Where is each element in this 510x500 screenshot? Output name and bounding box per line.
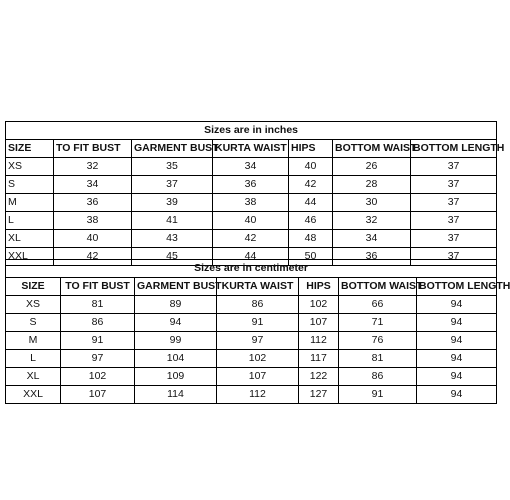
column-header: KURTA WAIST bbox=[217, 278, 299, 296]
table-cell: 104 bbox=[135, 350, 217, 368]
table-cell: 109 bbox=[135, 368, 217, 386]
table-cell: 28 bbox=[333, 176, 411, 194]
table-cell: 38 bbox=[54, 212, 132, 230]
table-cell: 117 bbox=[299, 350, 339, 368]
table-row bbox=[6, 368, 497, 386]
table-cell: 89 bbox=[135, 296, 217, 314]
table-cell: 102 bbox=[217, 350, 299, 368]
column-header: HIPS bbox=[299, 278, 339, 296]
table-cell: 34 bbox=[333, 230, 411, 248]
size-cell: L bbox=[6, 350, 61, 368]
column-header: HIPS bbox=[289, 140, 333, 158]
size-cell: L bbox=[6, 212, 54, 230]
size-cell: M bbox=[6, 332, 61, 350]
table-cell: 37 bbox=[132, 176, 213, 194]
table-cell: 45 bbox=[132, 248, 213, 266]
size-cell: S bbox=[6, 314, 61, 332]
table-cell: 76 bbox=[339, 332, 417, 350]
column-header: BOTTOM LENGTH bbox=[411, 140, 497, 158]
table-row bbox=[6, 212, 497, 230]
column-header: KURTA WAIST bbox=[213, 140, 289, 158]
table-cell: 81 bbox=[61, 296, 135, 314]
table-cell: 40 bbox=[54, 230, 132, 248]
table-cell: 94 bbox=[135, 314, 217, 332]
table-cell: 99 bbox=[135, 332, 217, 350]
column-header: BOTTOM LENGTH bbox=[417, 278, 497, 296]
column-header: GARMENT BUST bbox=[132, 140, 213, 158]
table-cell: 37 bbox=[411, 194, 497, 212]
table-cell: 97 bbox=[61, 350, 135, 368]
table-cell: 36 bbox=[213, 176, 289, 194]
table-row bbox=[6, 314, 497, 332]
size-cell: XL bbox=[6, 368, 61, 386]
table-row bbox=[6, 230, 497, 248]
size-cell: XXL bbox=[6, 248, 54, 266]
table-title: Sizes are in centimeter bbox=[6, 260, 497, 278]
table-header-row bbox=[6, 140, 497, 158]
table-cell: 32 bbox=[54, 158, 132, 176]
table-cell: 30 bbox=[333, 194, 411, 212]
table-cell: 40 bbox=[289, 158, 333, 176]
table-cell: 91 bbox=[217, 314, 299, 332]
table-row bbox=[6, 194, 497, 212]
table-cell: 35 bbox=[132, 158, 213, 176]
table-cell: 34 bbox=[54, 176, 132, 194]
table-cell: 41 bbox=[132, 212, 213, 230]
size-cell: XS bbox=[6, 158, 54, 176]
table-title-row bbox=[6, 260, 497, 278]
table-cell: 86 bbox=[61, 314, 135, 332]
table-cell: 36 bbox=[54, 194, 132, 212]
table-cell: 48 bbox=[289, 230, 333, 248]
table-cell: 94 bbox=[417, 296, 497, 314]
table-cell: 42 bbox=[289, 176, 333, 194]
table-row bbox=[6, 386, 497, 404]
table-cell: 40 bbox=[213, 212, 289, 230]
column-header: SIZE bbox=[6, 140, 54, 158]
table-title-row bbox=[6, 122, 497, 140]
table-header-row bbox=[6, 278, 497, 296]
table-cell: 107 bbox=[299, 314, 339, 332]
table-cell: 38 bbox=[213, 194, 289, 212]
table-cell: 42 bbox=[213, 230, 289, 248]
table-cell: 46 bbox=[289, 212, 333, 230]
size-cell: S bbox=[6, 176, 54, 194]
table-row bbox=[6, 158, 497, 176]
table-cell: 91 bbox=[61, 332, 135, 350]
table-cell: 50 bbox=[289, 248, 333, 266]
table-title: Sizes are in inches bbox=[6, 122, 497, 140]
table-cell: 102 bbox=[61, 368, 135, 386]
table-cell: 37 bbox=[411, 176, 497, 194]
table-cell: 71 bbox=[339, 314, 417, 332]
table-cell: 91 bbox=[339, 386, 417, 404]
size-cell: M bbox=[6, 194, 54, 212]
table-cell: 112 bbox=[299, 332, 339, 350]
table-cell: 37 bbox=[411, 248, 497, 266]
table-cell: 94 bbox=[417, 332, 497, 350]
table-cell: 44 bbox=[213, 248, 289, 266]
column-header: SIZE bbox=[6, 278, 61, 296]
column-header: TO FIT BUST bbox=[61, 278, 135, 296]
table-row bbox=[6, 176, 497, 194]
table-cell: 34 bbox=[213, 158, 289, 176]
table-cell: 81 bbox=[339, 350, 417, 368]
table-cell: 122 bbox=[299, 368, 339, 386]
table-cell: 97 bbox=[217, 332, 299, 350]
table-cell: 39 bbox=[132, 194, 213, 212]
table-cell: 94 bbox=[417, 368, 497, 386]
table-cell: 66 bbox=[339, 296, 417, 314]
table-cell: 127 bbox=[299, 386, 339, 404]
table-cell: 86 bbox=[217, 296, 299, 314]
table-cell: 86 bbox=[339, 368, 417, 386]
table-cell: 26 bbox=[333, 158, 411, 176]
table-cell: 37 bbox=[411, 230, 497, 248]
column-header: GARMENT BUST bbox=[135, 278, 217, 296]
table-cell: 32 bbox=[333, 212, 411, 230]
size-cell: XS bbox=[6, 296, 61, 314]
table-row bbox=[6, 296, 497, 314]
table-cell: 94 bbox=[417, 314, 497, 332]
size-cell: XL bbox=[6, 230, 54, 248]
size-chart-centimeter bbox=[5, 259, 510, 404]
table-cell: 43 bbox=[132, 230, 213, 248]
table-cell: 94 bbox=[417, 350, 497, 368]
size-chart-inches bbox=[5, 121, 505, 266]
table-cell: 114 bbox=[135, 386, 217, 404]
table-row bbox=[6, 350, 497, 368]
table-cell: 42 bbox=[54, 248, 132, 266]
table-cell: 37 bbox=[411, 158, 497, 176]
column-header: BOTTOM WAIST bbox=[339, 278, 417, 296]
table-cell: 44 bbox=[289, 194, 333, 212]
table-cell: 36 bbox=[333, 248, 411, 266]
table-cell: 94 bbox=[417, 386, 497, 404]
column-header: TO FIT BUST bbox=[54, 140, 132, 158]
column-header: BOTTOM WAIST bbox=[333, 140, 411, 158]
table-row bbox=[6, 332, 497, 350]
table-cell: 37 bbox=[411, 212, 497, 230]
table-cell: 102 bbox=[299, 296, 339, 314]
table-cell: 107 bbox=[61, 386, 135, 404]
table-cell: 112 bbox=[217, 386, 299, 404]
size-cell: XXL bbox=[6, 386, 61, 404]
table-cell: 107 bbox=[217, 368, 299, 386]
